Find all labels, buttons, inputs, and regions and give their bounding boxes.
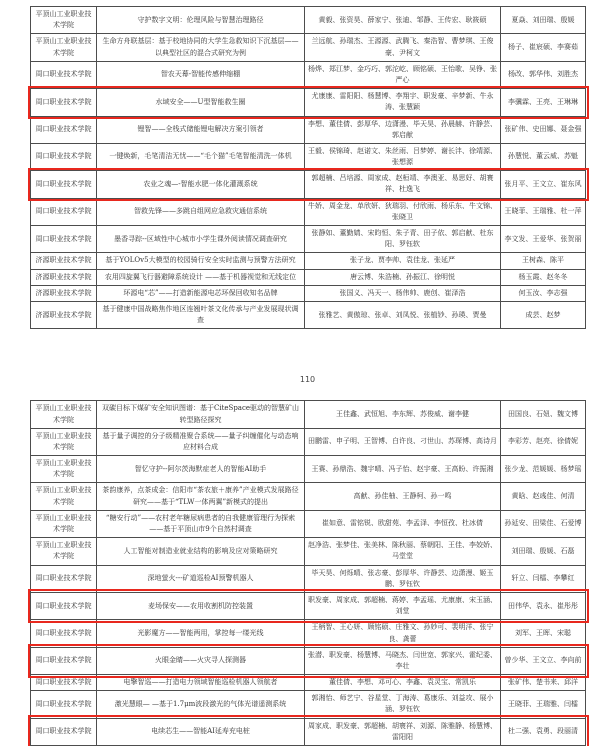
cell-advisors: 杨子、崔宸硕、李赛茹 xyxy=(501,34,586,61)
cell-advisors: 李彩芳、赵亮、徐倩妮 xyxy=(501,428,586,455)
cell-institution: 济源职业技术学院 xyxy=(31,253,97,269)
cell-advisors: 杨玉霞、赵冬冬 xyxy=(501,269,586,285)
table-row xyxy=(31,301,586,328)
cell-institution: 周口职业技术学院 xyxy=(31,691,97,718)
cell-advisors: 王晓菲、王瑞雅、杜一萍 xyxy=(501,198,586,225)
cell-project-title: 智忆守护--阿尔茨海默症老人的智能AI助手 xyxy=(97,456,305,483)
cell-advisors: 张少龙、范媛媛、杨梦瑶 xyxy=(501,456,586,483)
cell-institution: 周口职业技术学院 xyxy=(31,171,97,198)
cell-team-members: 职发豪、周家成、郭超楠、蒋婷、李孟瑶、尤康康、宋玉涵、刘堂 xyxy=(305,592,501,619)
table-row xyxy=(31,143,586,170)
cell-team-members: 杨烨、郑江梦、金巧巧、郭沱屹、顾铭硕、王怡歌、吴铮、张严心 xyxy=(305,61,501,88)
cell-institution: 平顶山工业职业技术学院 xyxy=(31,538,97,565)
cell-institution: 周口职业技术学院 xyxy=(31,143,97,170)
table-row-highlighted xyxy=(31,718,586,745)
cell-institution: 周口职业技术学院 xyxy=(31,565,97,592)
table-row xyxy=(31,620,586,647)
cell-team-members: 王柄智、王心妍、顾铭硕、庄雅文、孙妙可、裴明洋、张宁良、龚蕾 xyxy=(305,620,501,647)
cell-team-members: 王佳鑫、武恒旭、李东辉、苏俊威、谢李健 xyxy=(305,401,501,428)
cell-advisors: 田伟华、袁永、崔彤彤 xyxy=(501,592,586,619)
cell-project-title: 基于健康中国战略焦作地区连翘叶茶文化传承与产业发展现状调查 xyxy=(97,301,305,328)
cell-institution: 周口职业技术学院 xyxy=(31,620,97,647)
cell-team-members: 张国义、冯天一、杨伟帅、鹿创、崔泽浩 xyxy=(305,285,501,301)
cell-project-title: 一键焕新，毛笔清洁无忧——“毛个猫”毛笔智能清洗一体机 xyxy=(97,143,305,170)
cell-project-title: 锂智——全栈式储能锂电解决方案引领者 xyxy=(97,116,305,143)
cell-team-members: 牛娇、周金龙、单欣妍、狄瑞羽、付欣雨、杨乐东、牛文锦、张晓卫 xyxy=(305,198,501,225)
table-row xyxy=(31,675,586,691)
cell-institution: 周口职业技术学院 xyxy=(31,198,97,225)
cell-advisors: 轩立、闫檑、李攀红 xyxy=(501,565,586,592)
table-row-highlighted xyxy=(31,647,586,674)
cell-advisors: 杨改、郭华伟、刘胜杰 xyxy=(501,61,586,88)
table-row xyxy=(31,401,586,428)
cell-project-title: 麦场保安——农用收割机防控装置 xyxy=(97,592,305,619)
cell-advisors: 杜二强、袁勇、段丽清 xyxy=(501,718,586,745)
cell-institution: 周口职业技术学院 xyxy=(31,116,97,143)
cell-advisors: 孙慧悦、董云威、苏魁 xyxy=(501,143,586,170)
table-row xyxy=(31,7,586,34)
cell-advisors: 王晓菲、王瑞雅、闫檑 xyxy=(501,691,586,718)
cell-project-title: 水域安全——U型智能救生圈 xyxy=(97,89,305,116)
cell-project-title: 双碳目标下煤矿安全知识图谱：基于CiteSpace驱动的智慧矿山转型路径探究 xyxy=(97,401,305,428)
table-row xyxy=(31,285,586,301)
table-row xyxy=(31,538,586,565)
cell-advisors: 何玉汝、李志强 xyxy=(501,285,586,301)
cell-project-title: 生命方舟联基层：基于校地协同的大学生急救知识下沉基层——以典型社区的混合式研究为例 xyxy=(97,34,305,61)
cell-advisors: 刘田瑞、殷媛、石磊 xyxy=(501,538,586,565)
cell-advisors: 李文发、王爱华、张贺丽 xyxy=(501,226,586,253)
cell-team-members: 赵净浩、张梦佳、张美林、陈秋丽、蔡朝阳、王佳、李姣娇、马堂堂 xyxy=(305,538,501,565)
table-row-highlighted xyxy=(31,89,586,116)
cell-advisors: 王树森、陈平 xyxy=(501,253,586,269)
cell-project-title: 农业之魂—-智能水肥一体化灌溉系统 xyxy=(97,171,305,198)
table-row xyxy=(31,116,586,143)
cell-project-title: 火眼金睛——火灾寻人探测器 xyxy=(97,647,305,674)
cell-project-title: 激光慧眼— —基于1.7μm波段激光的气体光谱遥测系统 xyxy=(97,691,305,718)
table-row xyxy=(31,269,586,285)
cell-institution: 平顶山工业职业技术学院 xyxy=(31,34,97,61)
cell-project-title: 茶韵康养，点茶成金：信阳市“茶农旅＋康养”产业模式发展路径研究——基于“TLW一体两翼”新模式的提出 xyxy=(97,483,305,510)
cell-advisors: 黄晗、赵彧佳、何清 xyxy=(501,483,586,510)
cell-institution: 周口职业技术学院 xyxy=(31,592,97,619)
cell-advisors: 刘军、王晖、宋聪 xyxy=(501,620,586,647)
table-row-highlighted xyxy=(31,171,586,198)
cell-institution: 济源职业技术学院 xyxy=(31,285,97,301)
award-table-bottom xyxy=(30,400,586,746)
table-row xyxy=(31,198,586,225)
cell-team-members: 兰远航、孙瑞杰、王源源、武腾飞、秦浩智、曹梦琪、王俊豪、尹柯文 xyxy=(305,34,501,61)
cell-advisors: 成芸、赵梦 xyxy=(501,301,586,328)
cell-advisors: 夏焱、刘田瑞、殷媛 xyxy=(501,7,586,34)
cell-advisors: 曾少华、王文立、李向前 xyxy=(501,647,586,674)
cell-team-members: 田鹏雷、申子明、王智博、白许良、刁世山、苏琛博、高诗月 xyxy=(305,428,501,455)
cell-institution: 周口职业技术学院 xyxy=(31,718,97,745)
cell-institution: 周口职业技术学院 xyxy=(31,89,97,116)
page-number: 110 xyxy=(299,375,316,385)
cell-institution: 平顶山工业职业技术学院 xyxy=(31,510,97,537)
cell-project-title: 基于YOLOv5大模型的校园骑行安全实时监测与预警方法研究 xyxy=(97,253,305,269)
cell-institution: 平顶山工业职业技术学院 xyxy=(31,7,97,34)
table-row xyxy=(31,483,586,510)
table-row xyxy=(31,34,586,61)
table-row xyxy=(31,510,586,537)
cell-team-members: 王赛、孙鼎浩、魏宇晴、冯子怡、赵宇豪、王高盼、许振湘 xyxy=(305,456,501,483)
table-row xyxy=(31,456,586,483)
table-row xyxy=(31,565,586,592)
cell-team-members: 唐云博、朱浩楠、孙振江、徐明悦 xyxy=(305,269,501,285)
cell-team-members: 张子龙、贾李帅、袁佳龙、张延严 xyxy=(305,253,501,269)
cell-team-members: 毕天昊、何烁晴、张志豪、彭厚华、许静芸、边潇漫、姬玉鹏、罗钰钦 xyxy=(305,565,501,592)
cell-team-members: 李想、董佳倩、彭厚华、边潇漫、毕天昊、孙晨赫、许静芸、郭启献 xyxy=(305,116,501,143)
cell-team-members: 郭超楠、吕培源、周家成、赵桓靖、李澳亚、易思好、胡寰祥、杜逸飞 xyxy=(305,171,501,198)
cell-advisors: 李骥霖、王亮、王琳琳 xyxy=(501,89,586,116)
cell-team-members: 张静如、董勤婧、宋昀恒、朱子青、田子依、郭启献、杜东阳、罗钰软 xyxy=(305,226,501,253)
table-row xyxy=(31,253,586,269)
cell-institution: 周口职业技术学院 xyxy=(31,675,97,691)
cell-institution: 周口职业技术学院 xyxy=(31,226,97,253)
cell-project-title: “糖安行动”——农村老年糖尿病患者的自我健康管理行为探索——基于平顶山市9个自然村调查 xyxy=(97,510,305,537)
cell-team-members: 崔如意、雷铭锐、欧甜苑、李孟泽、李恒孜、杜冰倩 xyxy=(305,510,501,537)
cell-institution: 平顶山工业职业技术学院 xyxy=(31,401,97,428)
cell-project-title: 农用四旋翼飞行器避障系统设计 ——基于机器视觉和无线定位 xyxy=(97,269,305,285)
cell-project-title: 智农天幕-智能传感伸缩棚 xyxy=(97,61,305,88)
cell-project-title: 电擎智巡——打造电力领域智能巡检机器人领航者 xyxy=(97,675,305,691)
cell-institution: 平顶山工业职业技术学院 xyxy=(31,483,97,510)
cell-institution: 平顶山工业职业技术学院 xyxy=(31,428,97,455)
cell-project-title: 智救先锋——多跳自组网应急救灾通信系统 xyxy=(97,198,305,225)
table-row xyxy=(31,691,586,718)
cell-team-members: 高献、孙佳柚、王静柯、孙一鸣 xyxy=(305,483,501,510)
cell-project-title: 基于量子调控的分子级精准聚合系统——量子纠缠催化与动态响应材料合成 xyxy=(97,428,305,455)
award-table-top xyxy=(30,6,586,329)
cell-project-title: 电续芯生——智能AI延寿充电桩 xyxy=(97,718,305,745)
cell-team-members: 张雅艺、黄傲琼、张卓、刘凤悦、张植钞、孙瑛、贾曼 xyxy=(305,301,501,328)
cell-advisors: 田国良、石妞、魏文博 xyxy=(501,401,586,428)
cell-team-members: 王毅、侯锦琦、赵诺文、朱丝雨、吕梦婷、谢长沣、徐靖源、张想源 xyxy=(305,143,501,170)
cell-project-title: 守护数字文明：伦理风险与智慧治理路径 xyxy=(97,7,305,34)
cell-advisors: 孙延安、田梁佳、石爱博 xyxy=(501,510,586,537)
cell-advisors: 张月平、王文立、崔东风 xyxy=(501,171,586,198)
table-row xyxy=(31,226,586,253)
cell-team-members: 周家成、职发豪、郭超楠、胡寰祥、刘源、陈雅静、杨慧博、雷阳阳 xyxy=(305,718,501,745)
cell-institution: 平顶山工业职业技术学院 xyxy=(31,456,97,483)
cell-institution: 济源职业技术学院 xyxy=(31,269,97,285)
cell-team-members: 黄毅、张资昊、薛家宁、张迪、邹静、王传宏、耿筱硕 xyxy=(305,7,501,34)
cell-advisors: 张矿伟、楚书来、邱洋 xyxy=(501,675,586,691)
cell-institution: 周口职业技术学院 xyxy=(31,61,97,88)
cell-institution: 周口职业技术学院 xyxy=(31,647,97,674)
cell-project-title: 深地萤火---矿道巡检AI预警机器人 xyxy=(97,565,305,592)
cell-project-title: 人工智能对制造业就业结构的影响及应对策略研究 xyxy=(97,538,305,565)
table-row xyxy=(31,61,586,88)
cell-team-members: 郭湘怡、师艺宁、谷星堂、丁海涛、葛康乐、刘益攻、展小涵、罗钰钦 xyxy=(305,691,501,718)
cell-project-title: 光影魔方——智能两用，掌控每一缕光线 xyxy=(97,620,305,647)
cell-team-members: 董佳倩、李想、邓可心、李鑫、袁灵宝、常凯乐 xyxy=(305,675,501,691)
cell-project-title: 环源电“芯”——打造新能源电芯环保回收知名品牌 xyxy=(97,285,305,301)
cell-project-title: 墨香寻踪--区域性中心城市小学生课外阅读情况调查研究 xyxy=(97,226,305,253)
table-row xyxy=(31,428,586,455)
cell-team-members: 张潜、职发豪、杨慧博、马晓杰、闫世宽、郭家兴、霍纪委、李壮 xyxy=(305,647,501,674)
cell-team-members: 尤康康、雷阳阳、杨慧博、李翔宇、职发豪、辛梦新、牛永涛、张慧颖 xyxy=(305,89,501,116)
table-row-highlighted xyxy=(31,592,586,619)
cell-advisors: 张矿伟、史田娜、聂金强 xyxy=(501,116,586,143)
cell-institution: 济源职业技术学院 xyxy=(31,301,97,328)
